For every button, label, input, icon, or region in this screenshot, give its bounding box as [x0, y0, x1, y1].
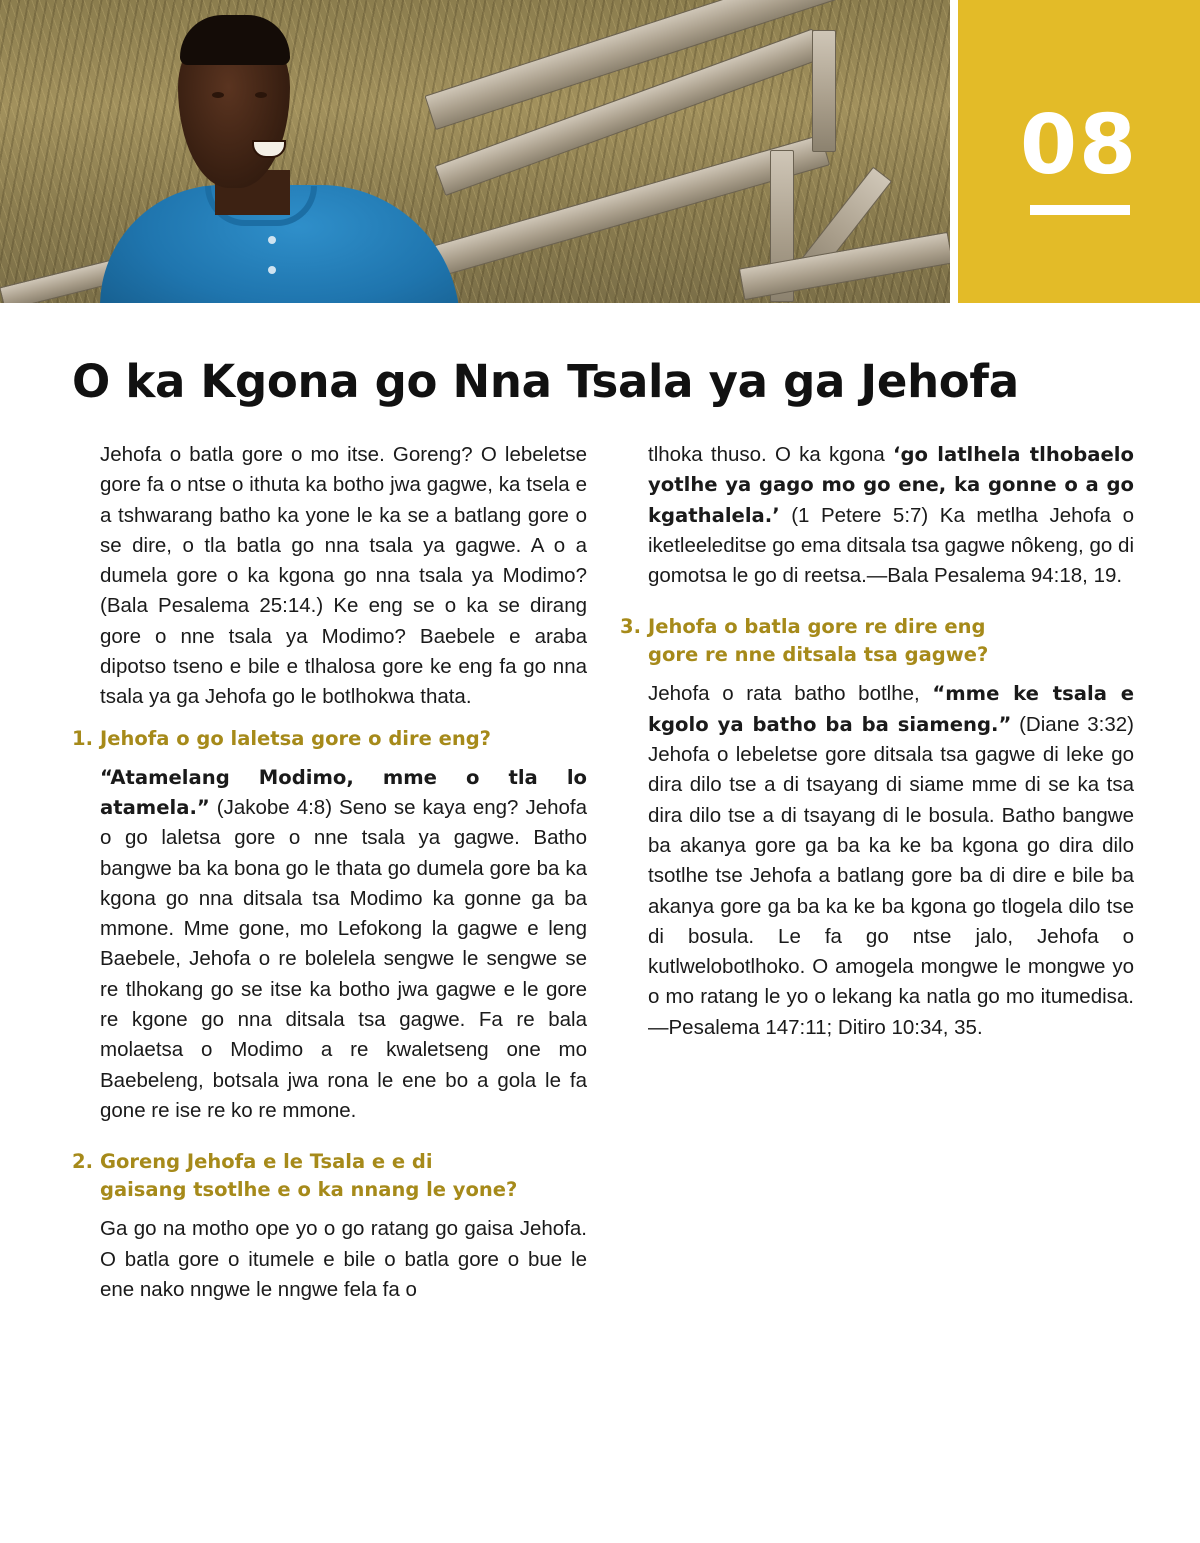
section-3-text-b: (Diane 3:32) Jehofa o lebeletse gore ditsala tsa gagwe di leke go dira dilo tse a di tsayang di siame mme di se ka tsa dira dilo tse a di tsayang di le bosula. Batho bangwe ba akanya gore ga ba ka ke ba kgona go dira dilo tsotlhe tse Jehofa a batlang gore ba di dire e bile ba akanya gore ga ba ka ke ba kgona go tlogela dilo tse di bosula. Le fa go ntse jalo, Jehofa o kutlwelobotlhoko. O amogela mongwe le mongwe yo o mo ratang le yo o lekang ka natla go mo itumedisa.—Pesalema 147:11; Ditiro 10:34, 35. [648, 712, 1134, 1039]
lesson-badge [958, 0, 1200, 303]
section-1-heading [72, 725, 587, 753]
section-2-body [72, 1214, 587, 1305]
section-3-body [620, 679, 1134, 1043]
intro-paragraph: Jehofa o batla gore o mo itse. Goreng? O lebeletse gore fa o ntse o ithuta ka botho jwa gagwe, ka tsela e a tshwarang batho ka yone le ka se a batlang gore o se dire, o tla batla go nna tsala ya gagwe. A o a dumela gore o ka kgona go nna tsala ya Modimo? (Bala Pesalema 25:14.) Ke eng se o ka se dirang gore o nne tsala ya Modimo? Baebele e araba dipotso tseno e bile e tlhalosa gore ke eng fa go nna tsala ya ga Jehofa go le botlhokwa thata. [100, 443, 587, 709]
section-2-text-a-continued: tlhoka thuso. O ka kgona [648, 443, 893, 466]
section-2-heading [72, 1148, 587, 1204]
section-1-number: 1. [72, 726, 93, 750]
left-column [72, 440, 587, 1327]
section-1-body [72, 763, 587, 1127]
section-3-heading [620, 613, 1134, 669]
section-2-question: Goreng Jehofa e le Tsala e e di gaisang tsotlhe e o ka nnang le yone? [100, 1150, 518, 1202]
section-3-number: 3. [620, 615, 641, 639]
section-3 [620, 613, 1134, 1043]
section-3-text-a: Jehofa o rata batho botlhe, [648, 682, 933, 706]
section-2-quote: ‘go latlhela tlhobaelo yotlhe ya gago mo go ene, ka gonne o a go kgathalela.’ [648, 443, 1134, 527]
section-2-text-a: Ga go na motho ope yo o go ratang go gaisa Jehofa. O batla gore o itumele e bile o batla gore o bue le ene nako nngwe le nngwe fela fa o [100, 1217, 587, 1301]
section-1-text: (Jakobe 4:8) Seno se kaya eng? Jehofa o go laletsa gore o nne tsala ya gagwe. Batho bangwe ba ka bona go le thata go dumela gore ba ka kgona go nna ditsala tsa Modimo ka gonne ga ba mmone. Mme gone, mo Lefokong la gagwe e leng Baebele, Jehofa o re bolelela sengwe le sengwe se re tlhokang go se itse ka botho jwa gagwe e le gore re kgone go nna ditsala tsa gagwe. Fa re bala molaetsa o Modimo a re kwaletseng one mo Baebeleng, botsala jwa rona le ene bo a gola le fa gone re ise re ko re mmone. [100, 795, 587, 1122]
section-1 [72, 725, 587, 1127]
section-2-body-continued [620, 440, 1134, 591]
section-1-question: Jehofa o go laletsa gore o dire eng? [100, 726, 491, 750]
section-1-quote: “Atamelang Modimo, mme o tla lo atamela.” [100, 765, 587, 819]
lesson-number: 08 [1019, 98, 1139, 193]
section-2-number: 2. [72, 1150, 93, 1174]
right-column [620, 440, 1134, 1065]
section-3-question: Jehofa o batla gore re dire eng gore re nne ditsala tsa gagwe? [648, 615, 989, 667]
section-2 [72, 1148, 587, 1305]
badge-divider [1030, 205, 1130, 215]
page-title: O ka Kgona go Nna Tsala ya ga Jehofa [72, 355, 1019, 408]
header-photo [0, 0, 950, 303]
section-2-text-b: (1 Petere 5:7) Ka metlha Jehofa o iketleeleditse go ema ditsala tsa gagwe nôkeng, go di gomotsa le go di reetsa.—Bala Pesalema 94:18, 19. [648, 503, 1134, 588]
section-3-quote: “mme ke tsala e kgolo ya batho ba ba siameng.” [648, 682, 1134, 736]
